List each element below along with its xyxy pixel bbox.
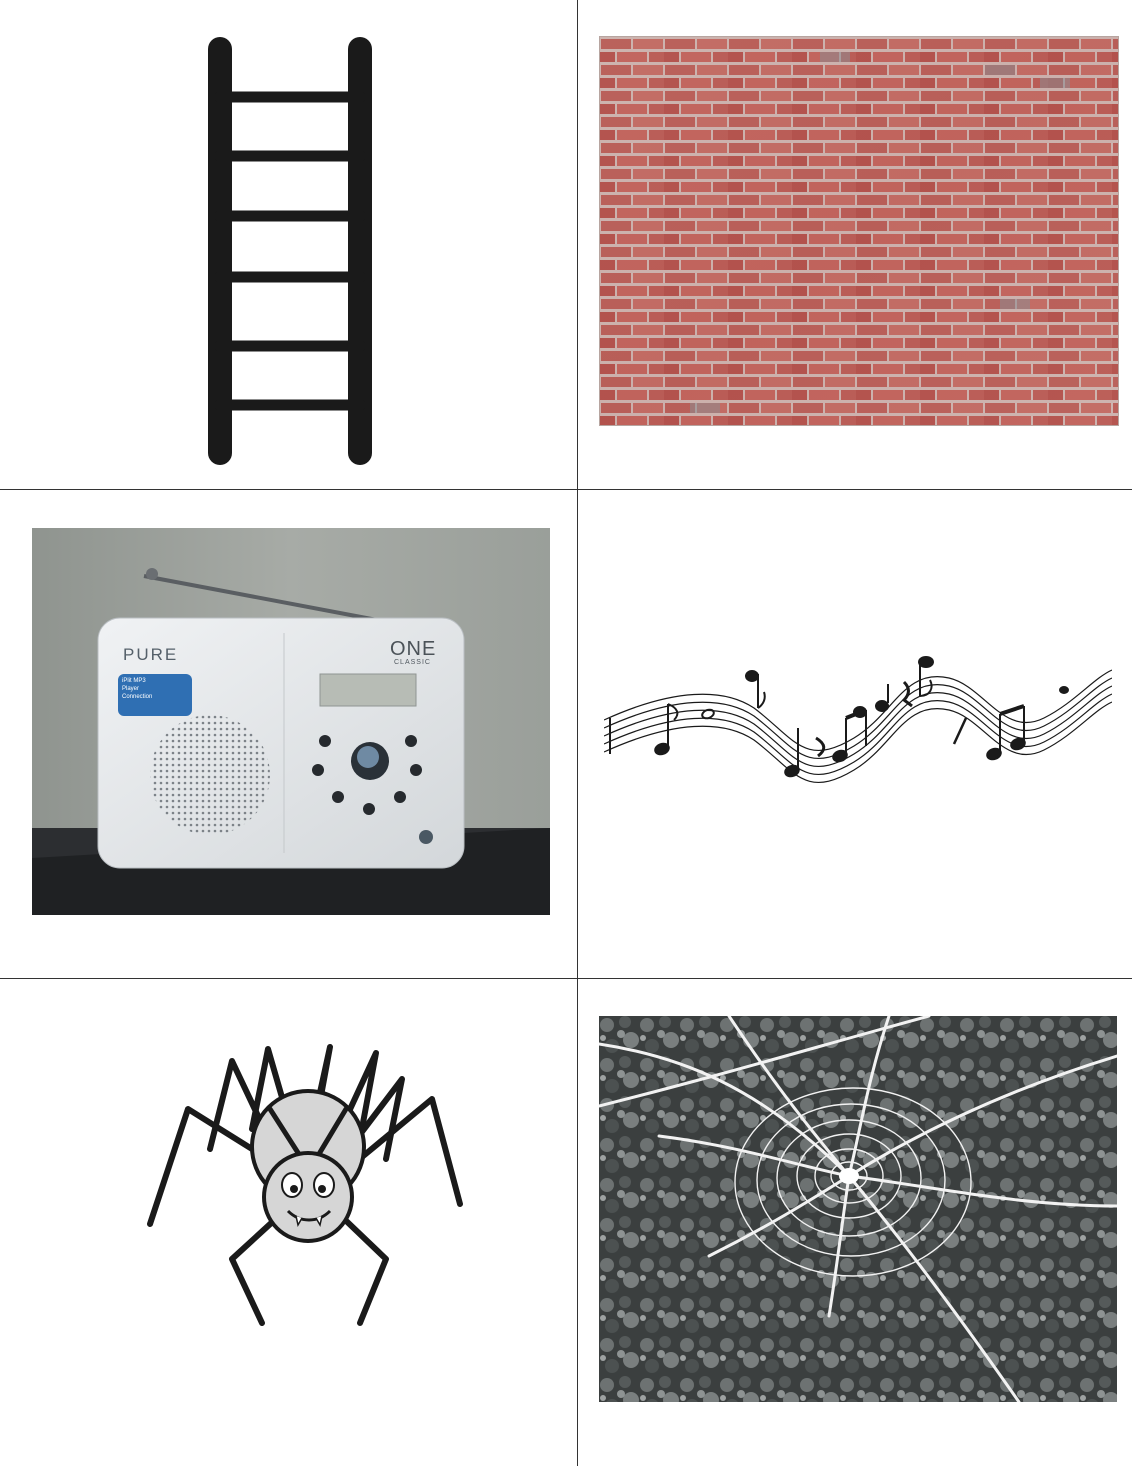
radio-model-sub-label: CLASSIC bbox=[394, 659, 431, 666]
card-music bbox=[578, 490, 1132, 979]
frosted-spider-web-photo bbox=[599, 1016, 1117, 1402]
card-ladder bbox=[0, 0, 578, 490]
radio-sticker-line: Player bbox=[122, 686, 140, 692]
radio-photo bbox=[32, 528, 550, 915]
radio-sticker-line: Connection bbox=[122, 694, 153, 700]
card-spider bbox=[0, 979, 578, 1466]
brick-wall-photo bbox=[599, 36, 1119, 426]
radio-sticker bbox=[118, 674, 192, 716]
card-radio bbox=[0, 490, 578, 979]
ladder-icon bbox=[200, 35, 380, 467]
card-brick-wall bbox=[578, 0, 1132, 490]
radio-sticker-line: iPlit MP3 bbox=[122, 678, 146, 684]
radio-model-label: ONE bbox=[390, 638, 437, 660]
radio-brand-label: PURE bbox=[123, 645, 179, 664]
card-spider-web bbox=[578, 979, 1132, 1466]
music-notes-icon bbox=[604, 648, 1112, 796]
spider-icon bbox=[140, 1039, 470, 1349]
